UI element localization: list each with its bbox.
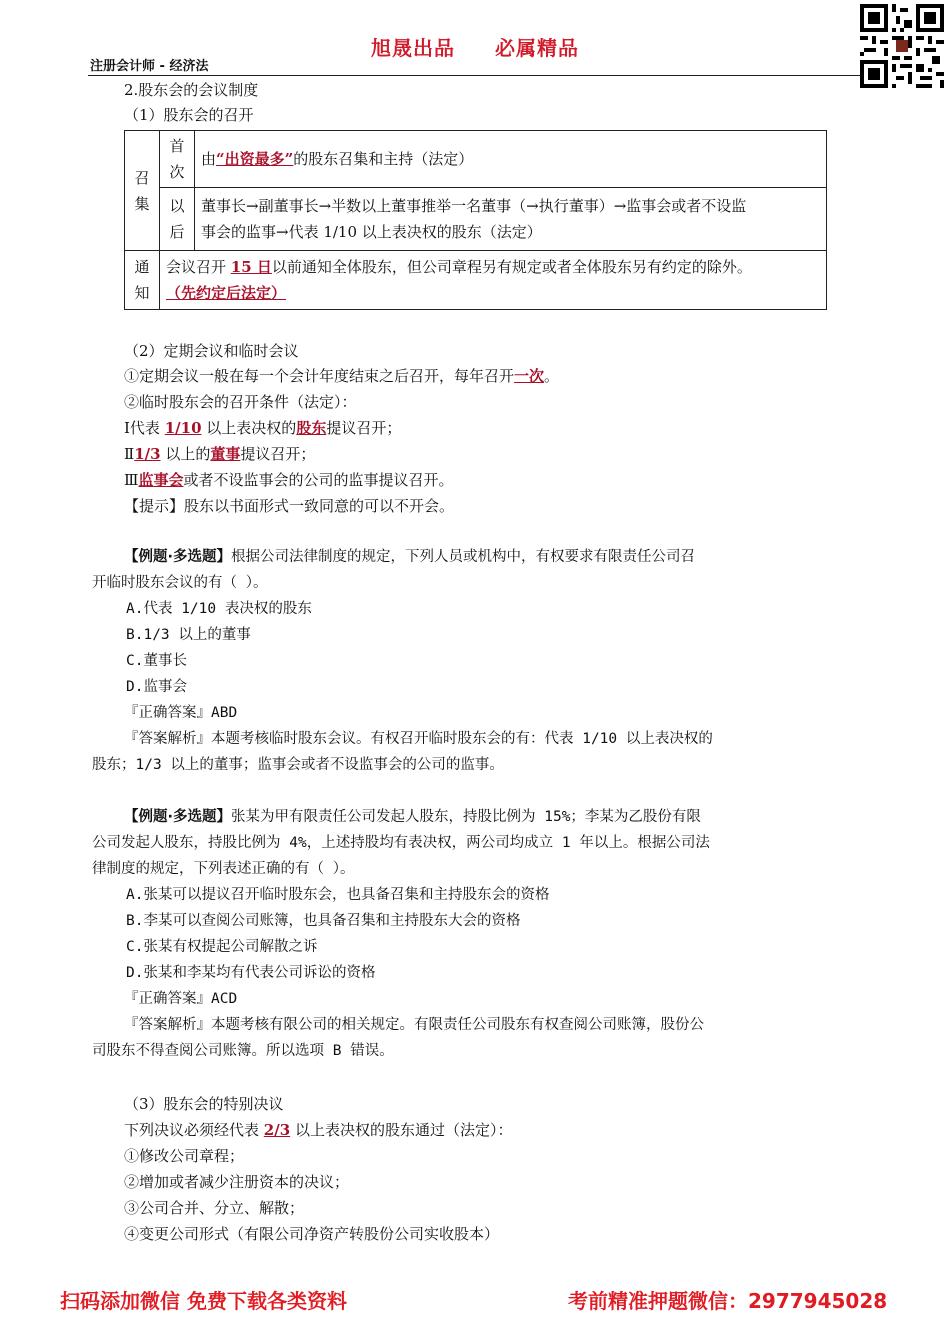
- q1-option-a: A.代表 1/10 表决权的股东: [126, 601, 312, 617]
- q2-explanation-2: 司股东不得查阅公司账簿。所以选项 B 错误。: [92, 1043, 394, 1059]
- special-item-4: ④变更公司形式（有限公司净资产转股份公司实收股本）: [124, 1225, 500, 1243]
- meeting-line-5: Ⅲ监事会或者不设监事会的公司的监事提议召开。: [124, 471, 454, 489]
- subject-label: 注册会计师 - 经济法: [90, 59, 209, 74]
- meeting-line-4: Ⅱ1/3 以上的董事提议召开；: [124, 445, 316, 463]
- meeting-line-2: ②临时股东会的召开条件（法定）：: [124, 393, 357, 411]
- special-item-3: ③公司合并、分立、解散；: [124, 1199, 305, 1217]
- header-divider: [88, 75, 860, 76]
- special-item-1: ①修改公司章程；: [124, 1147, 245, 1165]
- special-intro: 下列决议必须经代表 2/3 以上表决权的股东通过（法定）：: [124, 1121, 513, 1139]
- q2-option-d: D.张某和李某均有代表公司诉讼的资格: [126, 965, 376, 981]
- section-heading: 2.股东会的会议制度: [124, 81, 259, 99]
- q2-option-c: C.张某有权提起公司解散之诉: [126, 939, 318, 955]
- subsection-special: （3）股东会的特别决议: [124, 1095, 284, 1113]
- q2-stem-line-2: 公司发起人股东，持股比例为 4%，上述持股均有表决权，两公司均成立 1 年以上。根据公司法: [92, 835, 710, 851]
- q1-explanation-1: 『答案解析』本题考核临时股东会议。有权召开临时股东会的有：代表 1/10 以上表决权的: [124, 731, 713, 747]
- q2-stem-line-3: 律制度的规定，下列表述正确的有（ ）。: [92, 861, 355, 877]
- convene-table: [124, 130, 827, 310]
- later-convene-cell: 董事长→副董事长→半数以上董事推举一名董事（→执行董事）→监事会或者不设监 事会的监事→代表 1/10 以上表决权的股东（法定）: [195, 188, 827, 251]
- first-convene-cell: 由“出资最多”的股东召集和主持（法定）: [195, 131, 827, 188]
- footer-right-promo: 考前精准押题微信：2977945028: [568, 1289, 888, 1313]
- banner-left: 旭晟出品: [371, 36, 456, 60]
- table-row: [125, 188, 827, 251]
- q1-answer: 『正确答案』ABD: [124, 705, 238, 721]
- q2-stem-line-1: 【例题·多选题】张某为甲有限责任公司发起人股东，持股比例为 15%；李某为乙股份有限: [124, 809, 701, 825]
- q1-option-d: D.监事会: [126, 679, 187, 695]
- later-label-cell: 以后: [160, 188, 195, 251]
- q1-stem-line-1: 【例题·多选题】根据公司法律制度的规定，下列人员或机构中，有权要求有限责任公司召: [124, 549, 696, 565]
- notice-label-cell: 通知: [125, 251, 160, 310]
- q1-stem-line-2: 开临时股东会议的有（ ）。: [92, 575, 268, 591]
- q2-answer: 『正确答案』ACD: [124, 991, 238, 1007]
- q1-option-c: C.董事长: [126, 653, 187, 669]
- subsection-meetings: （2）定期会议和临时会议: [124, 342, 299, 360]
- q2-option-b: B.李某可以查阅公司账簿，也具备召集和主持股东大会的资格: [126, 913, 521, 929]
- special-item-2: ②增加或者减少注册资本的决议；: [124, 1173, 350, 1191]
- subsection-convene: （1）股东会的召开: [124, 106, 254, 124]
- convene-label-cell: 召集: [125, 131, 160, 251]
- first-label-cell: 首次: [160, 131, 195, 188]
- notice-cell: 会议召开 15 日以前通知全体股东，但公司章程另有规定或者全体股东另有约定的除外。 （先约定后法定）: [160, 251, 827, 310]
- q1-option-b: B.1/3 以上的董事: [126, 627, 251, 643]
- q2-explanation-1: 『答案解析』本题考核有限公司的相关规定。有限责任公司股东有权查阅公司账簿，股份公: [124, 1017, 704, 1033]
- meeting-line-3: Ⅰ代表 1/10 以上表决权的股东提议召开；: [124, 419, 402, 437]
- q2-option-a: A.张某可以提议召开临时股东会，也具备召集和主持股东会的资格: [126, 887, 550, 903]
- banner-right: 必属精品: [494, 36, 579, 60]
- meeting-tip: 【提示】股东以书面形式一致同意的可以不开会。: [124, 497, 455, 515]
- table-row: [125, 251, 827, 310]
- footer-left-promo: 扫码添加微信 免费下载各类资料: [60, 1289, 347, 1313]
- meeting-line-1: ①定期会议一般在每一个会计年度结束之后召开，每年召开一次。: [124, 367, 560, 385]
- q1-explanation-2: 股东；1/3 以上的董事；监事会或者不设监事会的公司的监事。: [92, 757, 504, 773]
- table-row: [125, 131, 827, 188]
- qr-code-icon: [860, 4, 944, 88]
